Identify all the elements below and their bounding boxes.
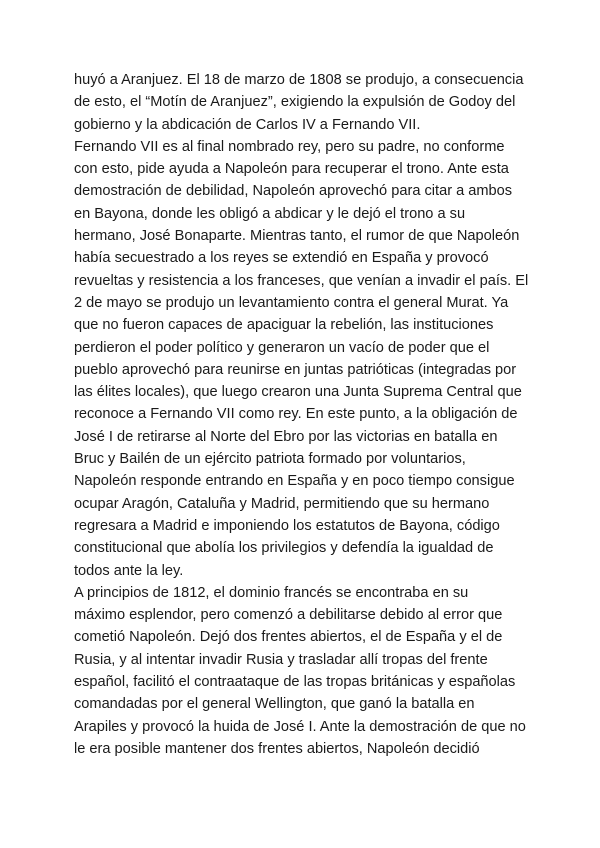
text-line: revueltas y resistencia a los franceses, que venían a invadir el país. El [74,272,529,289]
text-line: hermano, José Bonaparte. Mientras tanto, el rumor de que Napoleón [74,228,520,245]
text-line: comandadas por el general Wellington, que ganó la batalla en [74,696,475,713]
text-line: Napoleón responde entrando en España y en poco tiempo consigue [74,473,515,490]
text-line: huyó a Aranjuez. El 18 de marzo de 1808 se produjo, a consecuencia [74,72,524,88]
text-line: había secuestrado a los reyes se extendió en España y provocó [74,250,489,267]
text-line: Bruc y Bailén de un ejército patriota formado por voluntarios, [74,451,466,468]
text-line: constitucional que abolía los privilegios y defendía la igualdad de [74,540,494,557]
text-line: Arapiles y provocó la huida de José I. Ante la demostración de que no [74,718,526,735]
text-line: regresara a Madrid e imponiendo los estatutos de Bayona, código [74,517,500,534]
text-line: Rusia, y al intentar invadir Rusia y trasladar allí tropas del frente [74,651,488,668]
text-line: A principios de 1812, el dominio francés se encontraba en su [74,584,469,601]
body-text [74,69,534,760]
text-line: demostración de debilidad, Napoleón aprovechó para citar a ambos [74,183,513,200]
text-line: gobierno y la abdicación de Carlos IV a Fernando VII. [74,116,421,133]
text-line: José I de retirarse al Norte del Ebro por las victorias en batalla en [74,428,498,445]
text-line: le era posible mantener dos frentes abiertos, Napoleón decidió [74,740,480,757]
text-line: reconoce a Fernando VII como rey. En este punto, a la obligación de [74,406,518,423]
text-line: Fernando VII es al final nombrado rey, pero su padre, no conforme [74,138,505,155]
text-line: de esto, el “Motín de Aranjuez”, exigiendo la expulsión de Godoy del [74,94,516,111]
text-line: máximo esplendor, pero comenzó a debilitarse debido al error que [74,607,503,624]
text-line: perdieron el poder político y generaron un vacío de poder que el [74,339,490,356]
text-line: 2 de mayo se produjo un levantamiento contra el general Murat. Ya [74,294,509,311]
text-line: pueblo aprovechó para reunirse en juntas patrióticas (integradas por [74,361,517,378]
text-line: en Bayona, donde les obligó a abdicar y le dejó el trono a su [74,205,466,222]
text-line: cometió Napoleón. Dejó dos frentes abiertos, el de España y el de [74,629,503,646]
text-line: todos ante la ley. [74,562,184,579]
text-line: que no fueron capaces de apaciguar la rebelión, las instituciones [74,317,494,334]
text-line: español, facilitó el contraataque de las tropas británicas y españolas [74,674,516,691]
text-line: ocupar Aragón, Cataluña y Madrid, permitiendo que su hermano [74,495,490,512]
text-line: las élites locales), que luego crearon una Junta Suprema Central que [74,384,522,401]
text-line: con esto, pide ayuda a Napoleón para recuperar el trono. Ante esta [74,161,509,178]
